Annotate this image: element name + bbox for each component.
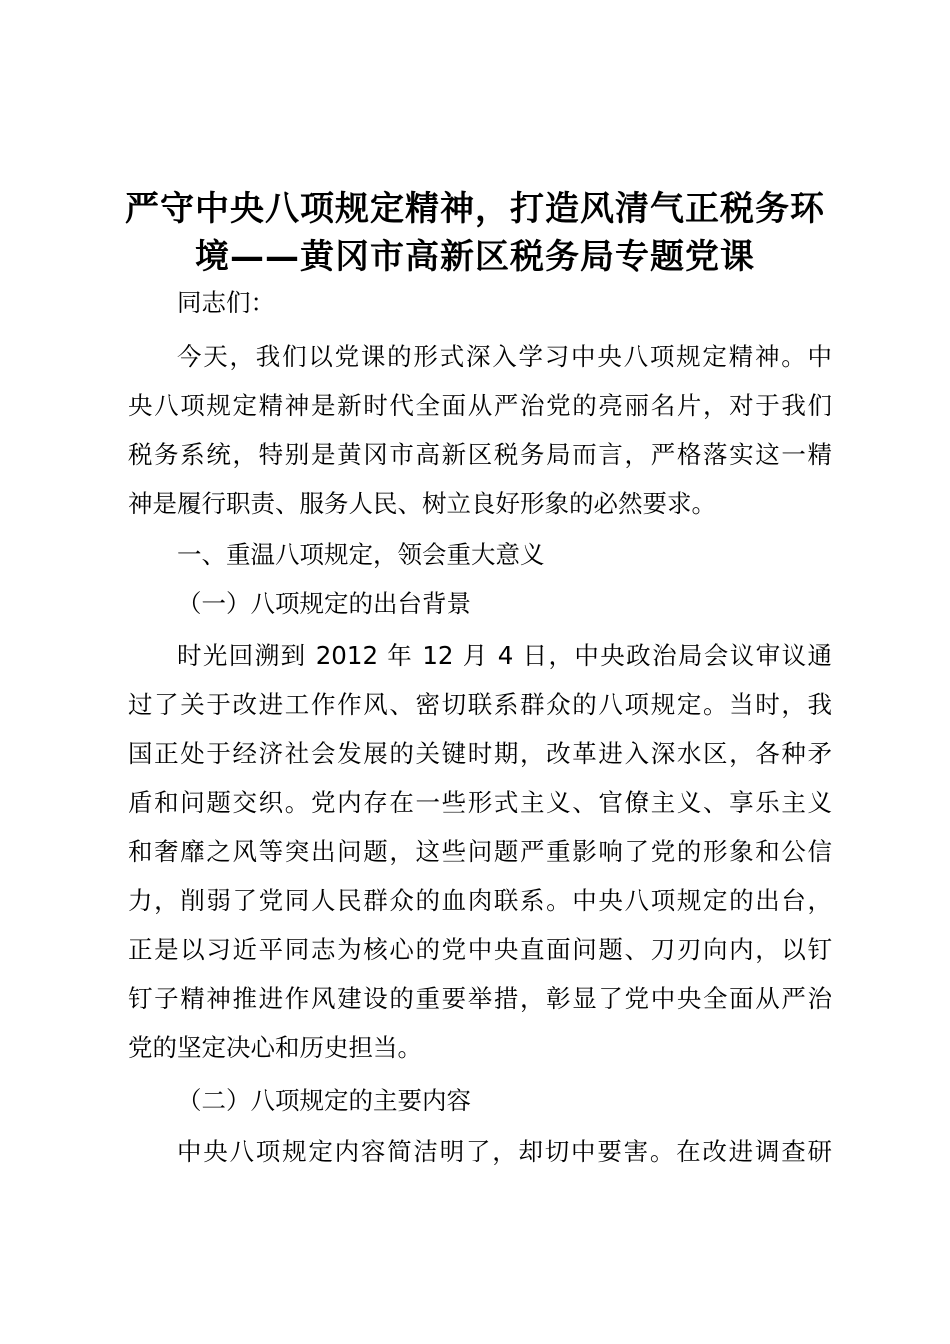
salutation: 同志们：	[177, 288, 275, 317]
document-title-line-2: 境——黄冈市高新区税务局专题党课	[195, 237, 755, 277]
paragraph-line: 国正处于经济社会发展的关键时期，改革进入深水区，各种矛	[128, 739, 832, 768]
paragraph-line: 盾和问题交织。党内存在一些形式主义、官僚主义、享乐主义	[128, 788, 832, 817]
paragraph-line: 税务系统，特别是黄冈市高新区税务局而言，严格落实这一精	[128, 440, 832, 469]
paragraph-line: 和奢靡之风等突出问题，这些问题严重影响了党的形象和公信	[128, 837, 832, 866]
paragraph-line: 党的坚定决心和历史担当。	[128, 1033, 422, 1062]
subsection-heading: （二）八项规定的主要内容	[177, 1086, 471, 1115]
paragraph-line: 中央八项规定内容简洁明了，却切中要害。在改进调查研	[177, 1137, 832, 1166]
paragraph-line: 神是履行职责、服务人民、树立良好形象的必然要求。	[128, 489, 716, 518]
paragraph-line: 力，削弱了党同人民群众的血肉联系。中央八项规定的出台，	[128, 886, 832, 915]
subsection-heading: （一）八项规定的出台背景	[177, 589, 471, 618]
section-heading: 一、重温八项规定，领会重大意义	[177, 540, 545, 569]
paragraph-line: 今天，我们以党课的形式深入学习中央八项规定精神。中	[177, 342, 832, 371]
paragraph-line: 正是以习近平同志为核心的党中央直面问题、刀刃向内，以钉	[128, 935, 832, 964]
paragraph-line: 时光回溯到 2012 年 12 月 4 日，中央政治局会议审议通	[177, 641, 832, 670]
paragraph-line: 过了关于改进工作作风、密切联系群众的八项规定。当时，我	[128, 690, 832, 719]
paragraph-line: 钉子精神推进作风建设的重要举措，彰显了党中央全面从严治	[128, 984, 832, 1013]
document-title-line-1: 严守中央八项规定精神，打造风清气正税务环	[125, 189, 825, 229]
paragraph-line: 央八项规定精神是新时代全面从严治党的亮丽名片，对于我们	[128, 391, 832, 420]
